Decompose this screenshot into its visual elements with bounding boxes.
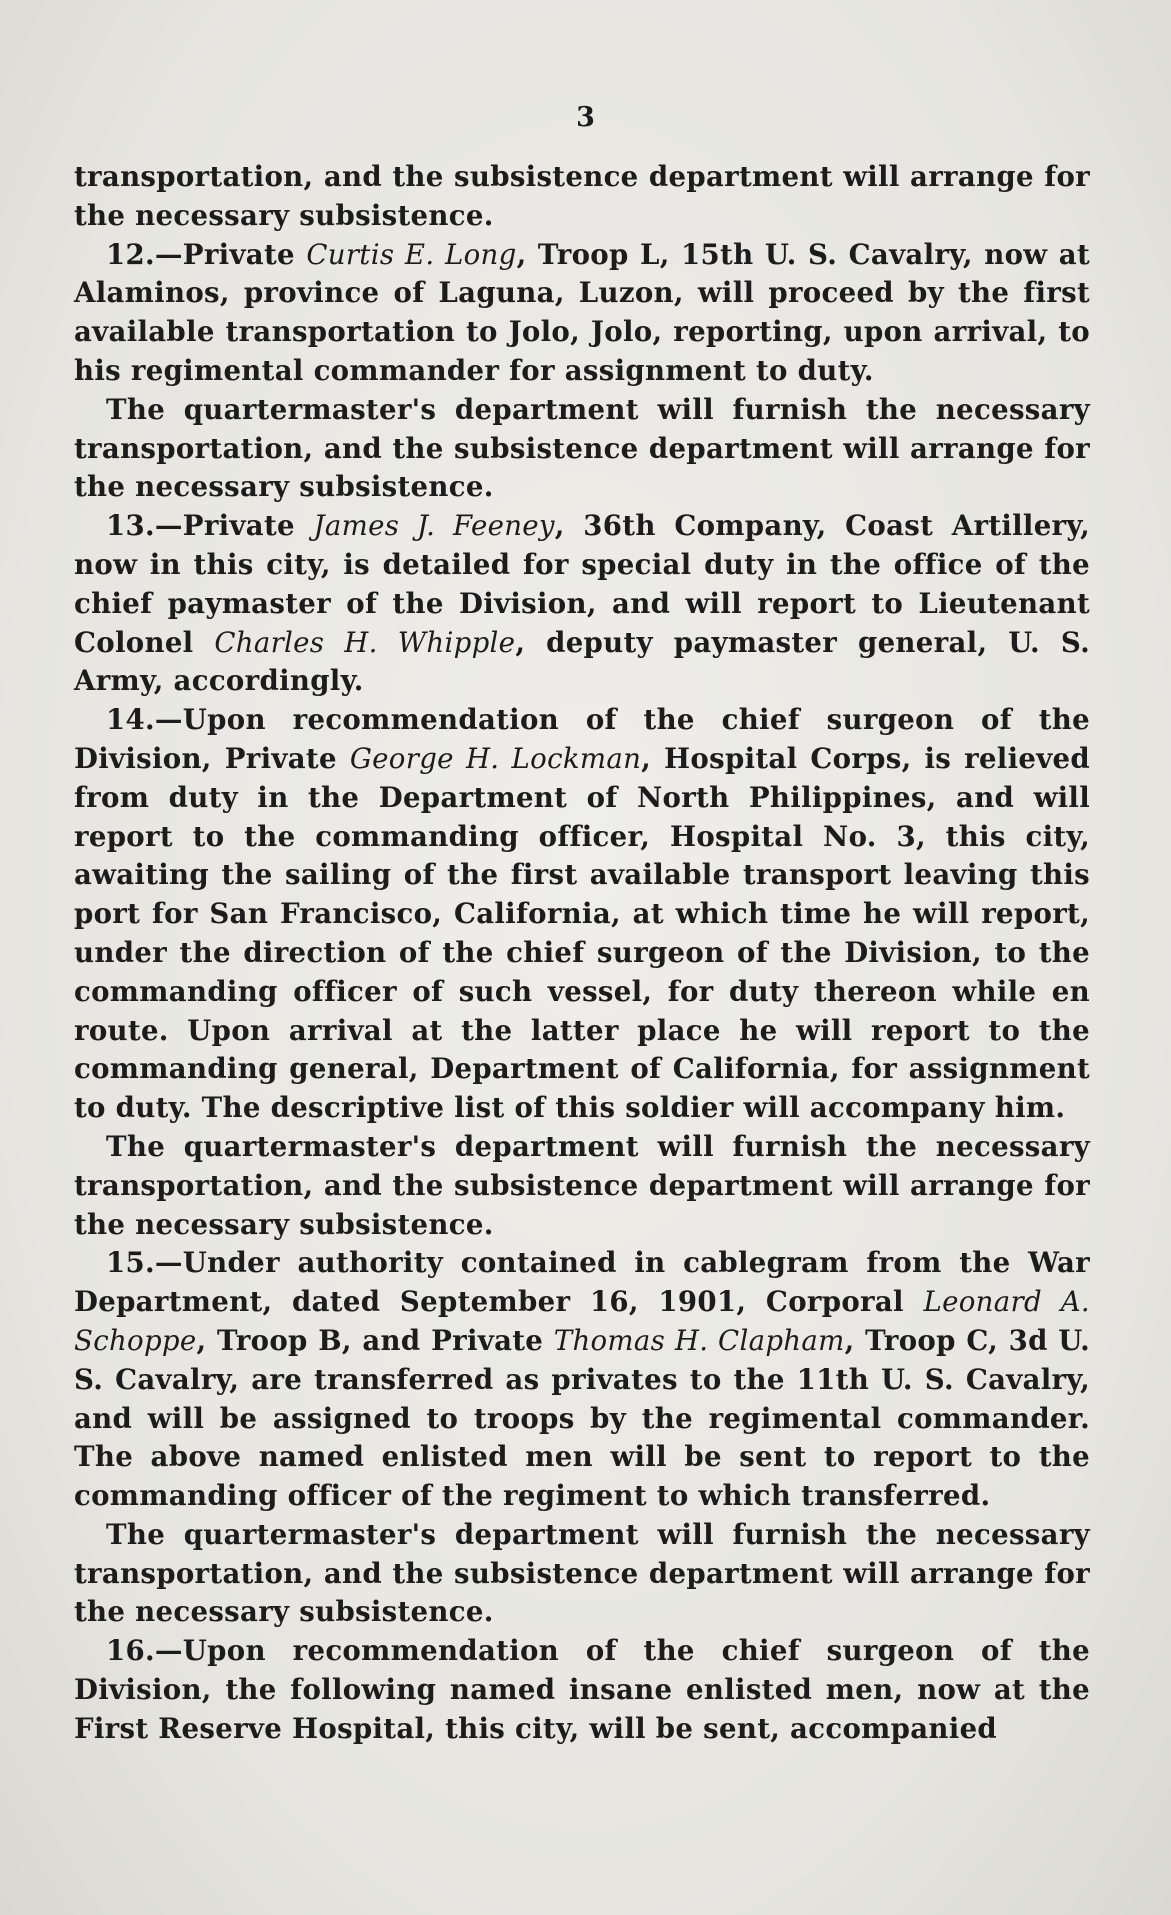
paragraph-order-13: [74, 507, 1090, 701]
paragraph-continuation: transportation, and the subsistence department will arrange for the necessary subsistence.: [74, 160, 1090, 232]
paragraph-order-16: 16.—Upon recommendation of the chief surgeon of the Division, the following named insane enlisted men, now at the First Reserve Hospital, this city, will be sent, accompanied: [74, 1634, 1090, 1745]
paragraph-order-15: [74, 1244, 1090, 1516]
person-name: James J. Feeney: [313, 509, 555, 543]
page-number: 3: [576, 102, 595, 133]
person-name: George H. Lockman: [349, 741, 642, 775]
text-run: 15.—Under authority contained in cablegram from the War Department, dated September 16, 1901, Corporal: [74, 1246, 1090, 1319]
person-name: Curtis E. Long: [306, 237, 517, 271]
paragraph-order-14-transport: The quartermaster's department will furnish the necessary transportation, and the subsistence department will arrange for the necessary subsistence.: [74, 1129, 1090, 1241]
text-run: 12.—Private: [106, 237, 307, 271]
paragraph-order-15-transport: The quartermaster's department will furnish the necessary transportation, and the subsistence department will arrange for the necessary subsistence.: [74, 1517, 1090, 1629]
person-name: Thomas H. Clapham: [553, 1323, 845, 1357]
paragraph-order-14: [74, 701, 1090, 1128]
text-run: , Troop B, and Private: [196, 1323, 554, 1357]
paragraph-order-12-transport: The quartermaster's department will furnish the necessary transportation, and the subsistence department will arrange for the necessary subsistence.: [74, 392, 1090, 504]
person-name: Charles H. Whipple: [214, 625, 516, 659]
text-run: , 36th Company, Coast Artillery, now in this city, is detailed for special duty in the office of the chief paymaster of the Division, and will report to Lieutenant Colonel: [74, 509, 1090, 659]
text-run: 14.—Upon recommendation of the chief surgeon of the Division, Private: [74, 703, 1090, 775]
text-run: 13.—Private: [106, 509, 314, 543]
paragraph-order-12: [74, 236, 1090, 391]
text-run: , Troop L, 15th U. S. Cavalry, now at Alaminos, province of Laguna, Luzon, will proceed by the first available transportation to Jolo, Jolo, reporting, upon arrival, to his regimental commander for assignment to duty.: [74, 237, 1091, 387]
person-name: Leonard A. Schoppe: [74, 1285, 1090, 1357]
text-run: , Hospital Corps, is relieved from duty in the Department of North Philippines, and will report to the commanding officer, Hospital No. 3, this city, awaiting the sailing of the first available transport leaving this port for San Francisco, California, at which time he will report, under the direction of the chief surgeon of the Division, to the commanding officer of such vessel, for duty thereon while en route. Upon arrival at the latter place he will report to the commanding general, Department of California, for assignment to duty. The descriptive list of this soldier will accompany him.: [74, 741, 1091, 1125]
text-run: , deputy paymaster general, U. S. Army, accordingly.: [74, 625, 1090, 698]
text-run: , Troop C, 3d U. S. Cavalry, are transferred as privates to the 11th U. S. Cavalry, and will be assigned to troops by the regimental commander. The above named enlisted men will be sent to report to the commanding officer of the regiment to which transferred.: [74, 1323, 1090, 1513]
order-text-body: [74, 158, 1090, 1749]
